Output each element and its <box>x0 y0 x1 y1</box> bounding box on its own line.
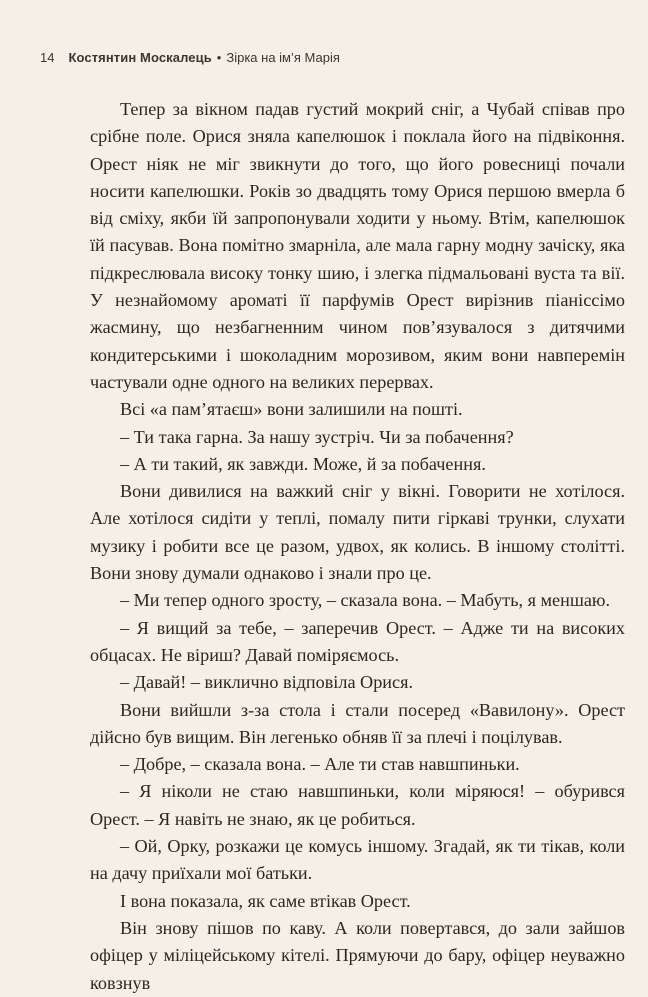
dialogue-line: – Давай! – виклично відповіла Орися. <box>120 672 414 693</box>
dialogue-line: – Ми тепер одного зросту, – сказала вона. – Мабуть, я меншаю. <box>120 590 611 611</box>
dialogue-line: – Ти така гарна. За нашу зустріч. Чи за побачення? <box>120 426 514 447</box>
paragraph: Всі «а пам’ятаєш» вони залишили на пошті. <box>120 399 463 420</box>
paragraph: Вони дивилися на важкий сніг у вікні. Говорити не хотілося. Але хотілося сидіти у теплі, помалу пити гіркаві трунки, слухати музику і робити все це разом, удвох, як колись. В іншому столітті. Вони знову думали однаково і знали про це. <box>90 481 625 584</box>
paragraph: Він знову пішов по каву. А коли повертався, до зали зайшов офіцер у міліцейському кітелі. Прямуючи до бару, офіцер неуважно ковзнув <box>90 917 625 993</box>
paragraph: Тепер за вікном падав густий мокрий сніг, а Чубай співав про срібне поле. Орися зняла капелюшок і поклала його на підвіконня. Орест ніяк не міг звикнути до того, що його ровесниці почали носити капелюшки. Років зо двадцять тому Орися першою вмерла б від сміху, якби їй запропонували ходити у ньому. Втім, капелюшок їй пасував. Вона помітно змарніла, але мала гарну модну зачіску, яка підкреслювала високу тонку шию, і злегка підмальовані вуста та вії. У незнайомому ароматі її парфумів Орест вирізнив піаніссімо жасмину, що незбагненним чином пов’язувалося з дитячими кондитерськими і шоколадним морозивом, яким вони навперемін частували одне одного на великих перервах. <box>90 99 625 392</box>
dialogue-line: – Я вищий за тебе, – заперечив Орест. – Адже ти на високих обцасах. Не віриш? Давай поміряємось. <box>90 617 625 665</box>
dialogue-line: – Ой, Орку, розкажи це комусь іншому. Згадай, як ти тікав, коли на дачу приїхали мої батьки. <box>90 836 625 884</box>
dialogue-line: – Добре, – сказала вона. – Але ти став навшпиньки. <box>120 754 520 775</box>
dialogue-line: – Я ніколи не стаю навшпиньки, коли міряюся! – обурився Орест. – Я навіть не знаю, як це робиться. <box>90 781 625 829</box>
running-header <box>40 50 340 65</box>
paragraph: Вони вийшли з-за стола і стали посеред «Вавилону». Орест дійсно був вищим. Він легенько обняв її за плечі і поцілував. <box>90 699 625 747</box>
dialogue-line: – А ти такий, як завжди. Може, й за побачення. <box>120 453 486 474</box>
paragraph: І вона показала, як саме втікав Орест. <box>120 890 411 911</box>
page-number: 14 <box>40 50 55 65</box>
author-name: Костянтин Москалець <box>68 50 212 65</box>
page-body <box>90 96 625 997</box>
header-separator: • <box>216 50 222 65</box>
book-title: Зірка на ім’я Марія <box>226 50 340 65</box>
